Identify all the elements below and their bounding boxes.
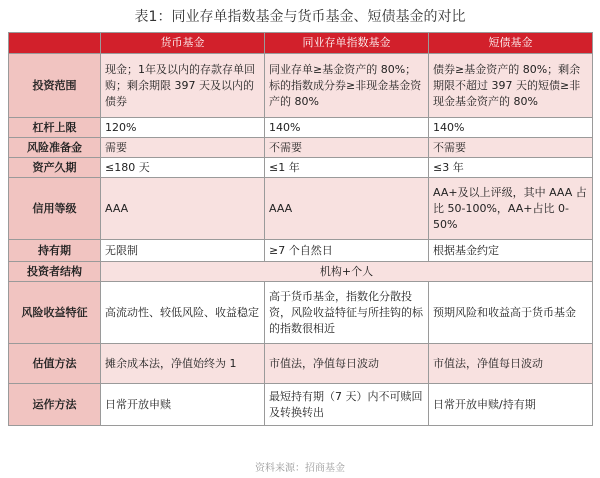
table-row — [9, 178, 593, 240]
row-label: 风险准备金 — [9, 138, 101, 158]
table-cell: 同业存单≥基金资产的 80%；标的指数成分券≥非现金基金资产的 80% — [265, 54, 429, 118]
table-row — [9, 344, 593, 384]
table-cell: AAA — [101, 178, 265, 240]
table-row — [9, 262, 593, 282]
table-cell: 日常开放申赎/持有期 — [429, 384, 593, 426]
row-label: 投资范围 — [9, 54, 101, 118]
row-label: 运作方法 — [9, 384, 101, 426]
table-cell: ≥7 个自然日 — [265, 240, 429, 262]
row-label: 投资者结构 — [9, 262, 101, 282]
header-money-fund: 货币基金 — [101, 33, 265, 54]
table-cell: 无限制 — [101, 240, 265, 262]
row-label: 持有期 — [9, 240, 101, 262]
table-title: 表1：同业存单指数基金与货币基金、短债基金的对比 — [134, 9, 466, 25]
table-cell: 市值法，净值每日波动 — [429, 344, 593, 384]
table-cell: ≤3 年 — [429, 158, 593, 178]
table-cell: 日常开放申赎 — [101, 384, 265, 426]
row-label: 风险收益特征 — [9, 282, 101, 344]
table-cell: 高流动性、较低风险、收益稳定 — [101, 282, 265, 344]
source-note: 资料来源：招商基金 — [255, 463, 345, 474]
table-cell: 债券≥基金资产的 80%；剩余期限不超过 397 天的短债≥非现金基金资产的 80% — [429, 54, 593, 118]
comparison-table — [8, 32, 593, 426]
table-cell: 市值法，净值每日波动 — [265, 344, 429, 384]
header-row — [9, 33, 593, 54]
table-cell: ≤180 天 — [101, 158, 265, 178]
row-label: 估值方法 — [9, 344, 101, 384]
table-cell: ≤1 年 — [265, 158, 429, 178]
table-row — [9, 240, 593, 262]
table-cell: 根据基金约定 — [429, 240, 593, 262]
header-short-bond-fund: 短债基金 — [429, 33, 593, 54]
table-cell: 高于货币基金，指数化分散投资，风险收益特征与所挂钩的标的指数很相近 — [265, 282, 429, 344]
table-cell: 120% — [101, 118, 265, 138]
table-cell: 摊余成本法，净值始终为 1 — [101, 344, 265, 384]
row-label: 杠杆上限 — [9, 118, 101, 138]
table-row — [9, 282, 593, 344]
table-cell: 140% — [429, 118, 593, 138]
table-row — [9, 138, 593, 158]
table-cell: 现金；1年及以内的存款存单回购；剩余期限 397 天及以内的债券 — [101, 54, 265, 118]
header-cd-index-fund: 同业存单指数基金 — [265, 33, 429, 54]
table-row — [9, 158, 593, 178]
header-corner — [9, 33, 101, 54]
table-cell: 不需要 — [429, 138, 593, 158]
row-label: 信用等级 — [9, 178, 101, 240]
table-row — [9, 384, 593, 426]
table-cell: AAA — [265, 178, 429, 240]
table-cell: AA+及以上评级，其中 AAA 占比 50-100%，AA+占比 0-50% — [429, 178, 593, 240]
table-cell: 140% — [265, 118, 429, 138]
table-cell: 不需要 — [265, 138, 429, 158]
table-cell: 预期风险和收益高于货币基金 — [429, 282, 593, 344]
table-row — [9, 118, 593, 138]
merged-cell: 机构+个人 — [101, 262, 593, 282]
row-label: 资产久期 — [9, 158, 101, 178]
table-cell: 最短持有期（7 天）内不可赎回及转换转出 — [265, 384, 429, 426]
table-row — [9, 54, 593, 118]
table-cell: 需要 — [101, 138, 265, 158]
